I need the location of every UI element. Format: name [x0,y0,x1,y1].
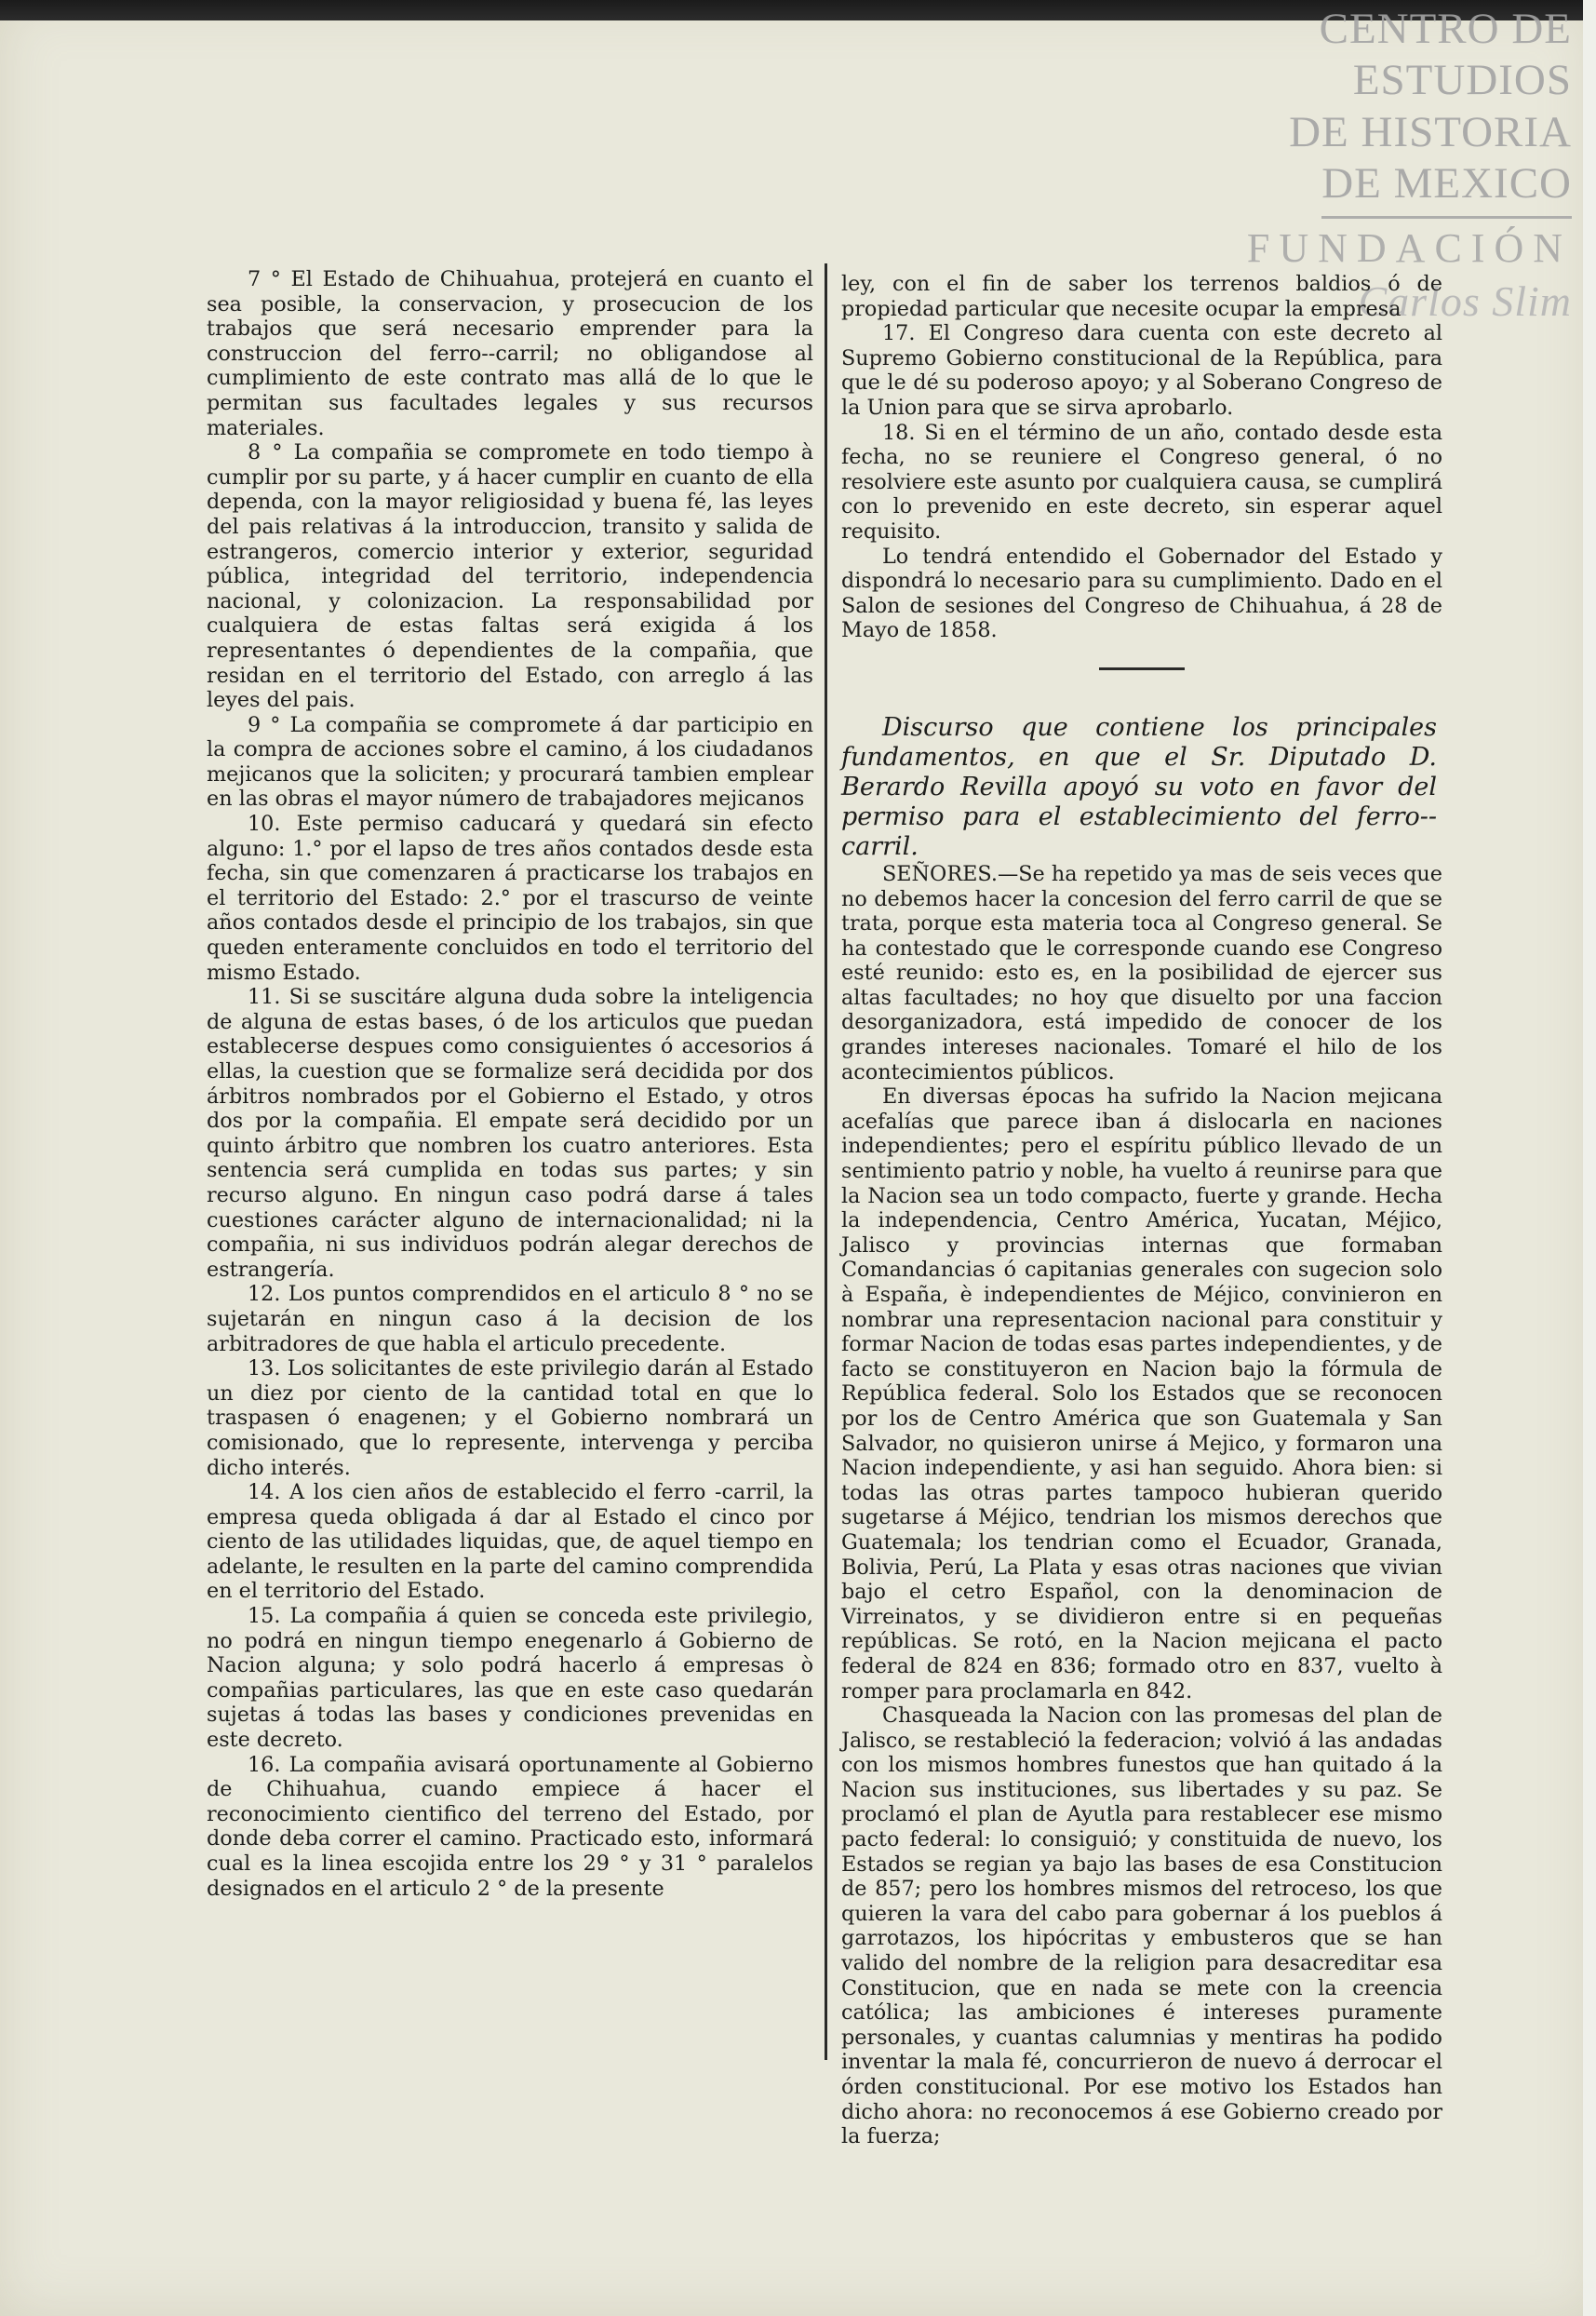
speech-paragraph: Chasqueada la Nacion con las promesas del plan de Jalisco, se restableció la federacion; volvió á las andadas con los mismos hombres funestos que han quitado á la Nacion sus instituciones, sus libertades y su paz. Se proclamó el plan de Ayutla para restablecer ese mismo pacto federal: lo consiguió; y constituida de nuevo, los Estados se regian ya bajo las bases de esa Constitucion de 857; pero los hombres mismos del retroceso, los que quieren la vara del cabo para gobernar á los pueblos á garrotazos, los hipócritas y embusteros que se han valido del nombre de la religion para desacreditar esa Constitucion, que en nada se mete con la creencia católica; las ambiciones é intereses puramente personales, y cuantas calumnias y mentiras ha podido inventar la mala fé, concurrieron de nuevo á derrocar el órden constitucional. Por ese motivo los Estados han dicho ahora: no reconocemos á ese Gobierno creado por la fuerza; [841,1703,1442,2149]
section-rule [1099,667,1185,670]
speech-paragraph: SEÑORES.—Se ha repetido ya mas de seis veces que no debemos hacer la concesion del ferro carril de que se trata, porque esta materia toca al Congreso general. Se ha contestado que le corresponde cuando ese Congreso esté reunido: esto es, en la posibilidad de ejercer sus altas facultades; no hoy que disuelto por una faccion desorganizadora, está impedido de conocer de los grandes intereses nacionales. Tomaré el hilo de los acontecimientos públicos. [841,861,1442,1084]
watermark-rule [1321,216,1572,219]
article-16-continuation: ley, con el fin de saber los terrenos baldios ó de propiedad particular que necesite ocupar la empresa [841,272,1442,321]
article-8: 8 ° La compañia se compromete en todo tiempo à cumplir por su parte, y á hacer cumplir en cuanto de ella dependa, con la mayor religiosidad y buena fé, las leyes del pais relativas á la introduccion, transito y salida de estrangeros, comercio interior y exterior, seguridad pública, integridad del territorio, independencia nacional, y colonizacion. La responsabilidad por cualquiera de estas faltas será exigida á los representantes ó dependientes de la compañia, que residan en el territorio del Estado, con arreglo á las leyes del pais. [207,440,813,713]
watermark-foundation: FUNDACIÓN [1246,224,1572,271]
article-17: 17. El Congreso dara cuenta con este decreto al Supremo Gobierno constitucional de la República, para que le dé su poderoso apoyo; y al Soberano Congreso de la Union para que se sirva aprobarlo. [841,321,1442,420]
article-10: 10. Este permiso caducará y quedará sin efecto alguno: 1.° por el lapso de tres años contados desde esta fecha, sin que comenzaren á practicarse los trabajos en el territorio del Estado: 2.° por el trascurso de veinte años contados desde el principio de los trabajos, sin que queden enteramente concluidos en todo el territorio del mismo Estado. [207,812,813,985]
column-divider [825,263,827,2060]
article-7: 7 ° El Estado de Chihuahua, protejerá en cuanto el sea posible, la conservacion, y prosecucion de los trabajos que será necesario emprender para la construccion del ferro--carril; no obligandose al cumplimiento de este contrato mas allá de lo que le permitan sus facultades legales y sus recursos materiales. [207,267,813,440]
watermark-line: CENTRO DE [1319,5,1572,53]
article-15: 15. La compañia á quien se conceda este privilegio, no podrá en ningun tiempo enegenarlo á Gobierno de Nacion alguna; y solo podrá hacerlo á empresas ò compañias particulares, las que en este caso quedarán sujetas á todas las bases y condiciones prevenidas en este decreto. [207,1604,813,1753]
article-13: 13. Los solicitantes de este privilegio darán al Estado un diez por ciento de la cantidad total en que lo traspasen ó enagenen; y el Gobierno nombrará un comisionado, que lo represente, intervenga y perciba dicho interés. [207,1356,813,1480]
right-column [841,272,1442,2149]
article-14: 14. A los cien años de establecido el ferro -carril, la empresa queda obligada á dar al Estado el cinco por ciento de las utilidades liquidas, que, de aquel tiempo en adelante, le resulten en la parte del camino comprendida en el territorio del Estado. [207,1480,813,1604]
scan-right-border [1583,0,1596,2316]
watermark-line: ESTUDIOS [1352,56,1572,105]
watermark-line: DE HISTORIA [1289,107,1572,156]
article-16: 16. La compañia avisará oportunamente al Gobierno de Chihuahua, cuando empiece á hacer el reconocimiento cientifico del terreno del Estado, por donde deba correr el camino. Practicado esto, informará cual es la linea escojida entre los 29 ° y 31 ° paralelos designados en el articulo 2 ° de la presente [207,1752,813,1901]
speech-paragraph: En diversas épocas ha sufrido la Nacion mejicana acefalías que parece iban á dislocarla en naciones independientes; pero el espíritu público llevado de un sentimiento patrio y noble, ha vuelto á reunirse para que la Nacion sea un todo compacto, fuerte y grande. Hecha la independencia, Centro América, Yucatan, Méjico, Jalisco y provincias internas que formaban Comandancias ó capitanias generales con sugecion solo à España, è independientes de Méjico, convinieron en nombrar una representacion nacional para constituir y formar Nacion de todas esas partes independientes, y de facto se constituyeron en Nacion bajo la fórmula de República federal. Solo los Estados que se reconocen por los de Centro América que son Guatemala y San Salvador, no quisieron unirse á Mejico, y formaron una Nacion independiente, y asi han seguido. Ahora bien: si todas las otras partes tampoco hubieran querido sugetarse á Méjico, tendrian los mismos derechos que Guatemala; los tendrian como el Ecuador, Granada, Bolivia, Perú, La Plata y esas otras naciones que vivian bajo el cetro Español, con la denominacion de Virreinatos, y se dividieron entre si en pequeñas repúblicas. Se rotó, en la Nacion mejicana el pacto federal de 824 en 836; formado otro en 837, vuelto à romper para proclamarla en 842. [841,1084,1442,1703]
article-12: 12. Los puntos comprendidos en el articulo 8 ° no se sujetarán en ningun caso á la decision de los arbitradores de que habla el articulo precedente. [207,1282,813,1356]
decree-closing: Lo tendrá entendido el Gobernador del Estado y dispondrá lo necesario para su cumplimiento. Dado en el Salon de sesiones del Congreso de Chihuahua, á 28 de Mayo de 1858. [841,544,1442,643]
left-column [207,267,813,1901]
article-18: 18. Si en el término de un año, contado desde esta fecha, no se reuniere el Congreso general, ó no resolviere este asunto por cualquiera causa, se cumplirá con lo prevenido en este decreto, sin esperar aquel requisito. [841,420,1442,544]
article-9: 9 ° La compañia se compromete á dar participio en la compra de acciones sobre el camino, á los ciudadanos mejicanos que la soliciten; y procurará tambien emplear en las obras el mayor número de trabajadores mejicanos [207,712,813,812]
watermark-line: DE MEXICO [1321,159,1572,209]
article-11: 11. Si se suscitáre alguna duda sobre la inteligencia de alguna de estas bases, ó de los articulos que puedan establecerse despues como consiguientes ó accesorios á ellas, la cuestion que se formalize será decidida por dos árbitros nombrados por el Gobierno el Estado, y otros dos por la compañia. El empate será decidido por un quinto árbitro que nombren los cuatro anteriores. Esta sentencia será cumplida en todas sus partes; y sin recurso alguno. En ningun caso podrá darse á tales cuestiones carácter alguno de internacionalidad; ni la compañia, ni sus individuos podrán alegar derechos de estrangería. [207,985,813,1282]
watermark-signature: Carlos Slim [1358,276,1572,325]
speech-heading: Discurso que contiene los principales fundamentos, en que el Sr. Diputado D. Berardo Revilla apoyó su voto en favor del permiso para el establecimiento del ferro--carril. [841,712,1437,861]
